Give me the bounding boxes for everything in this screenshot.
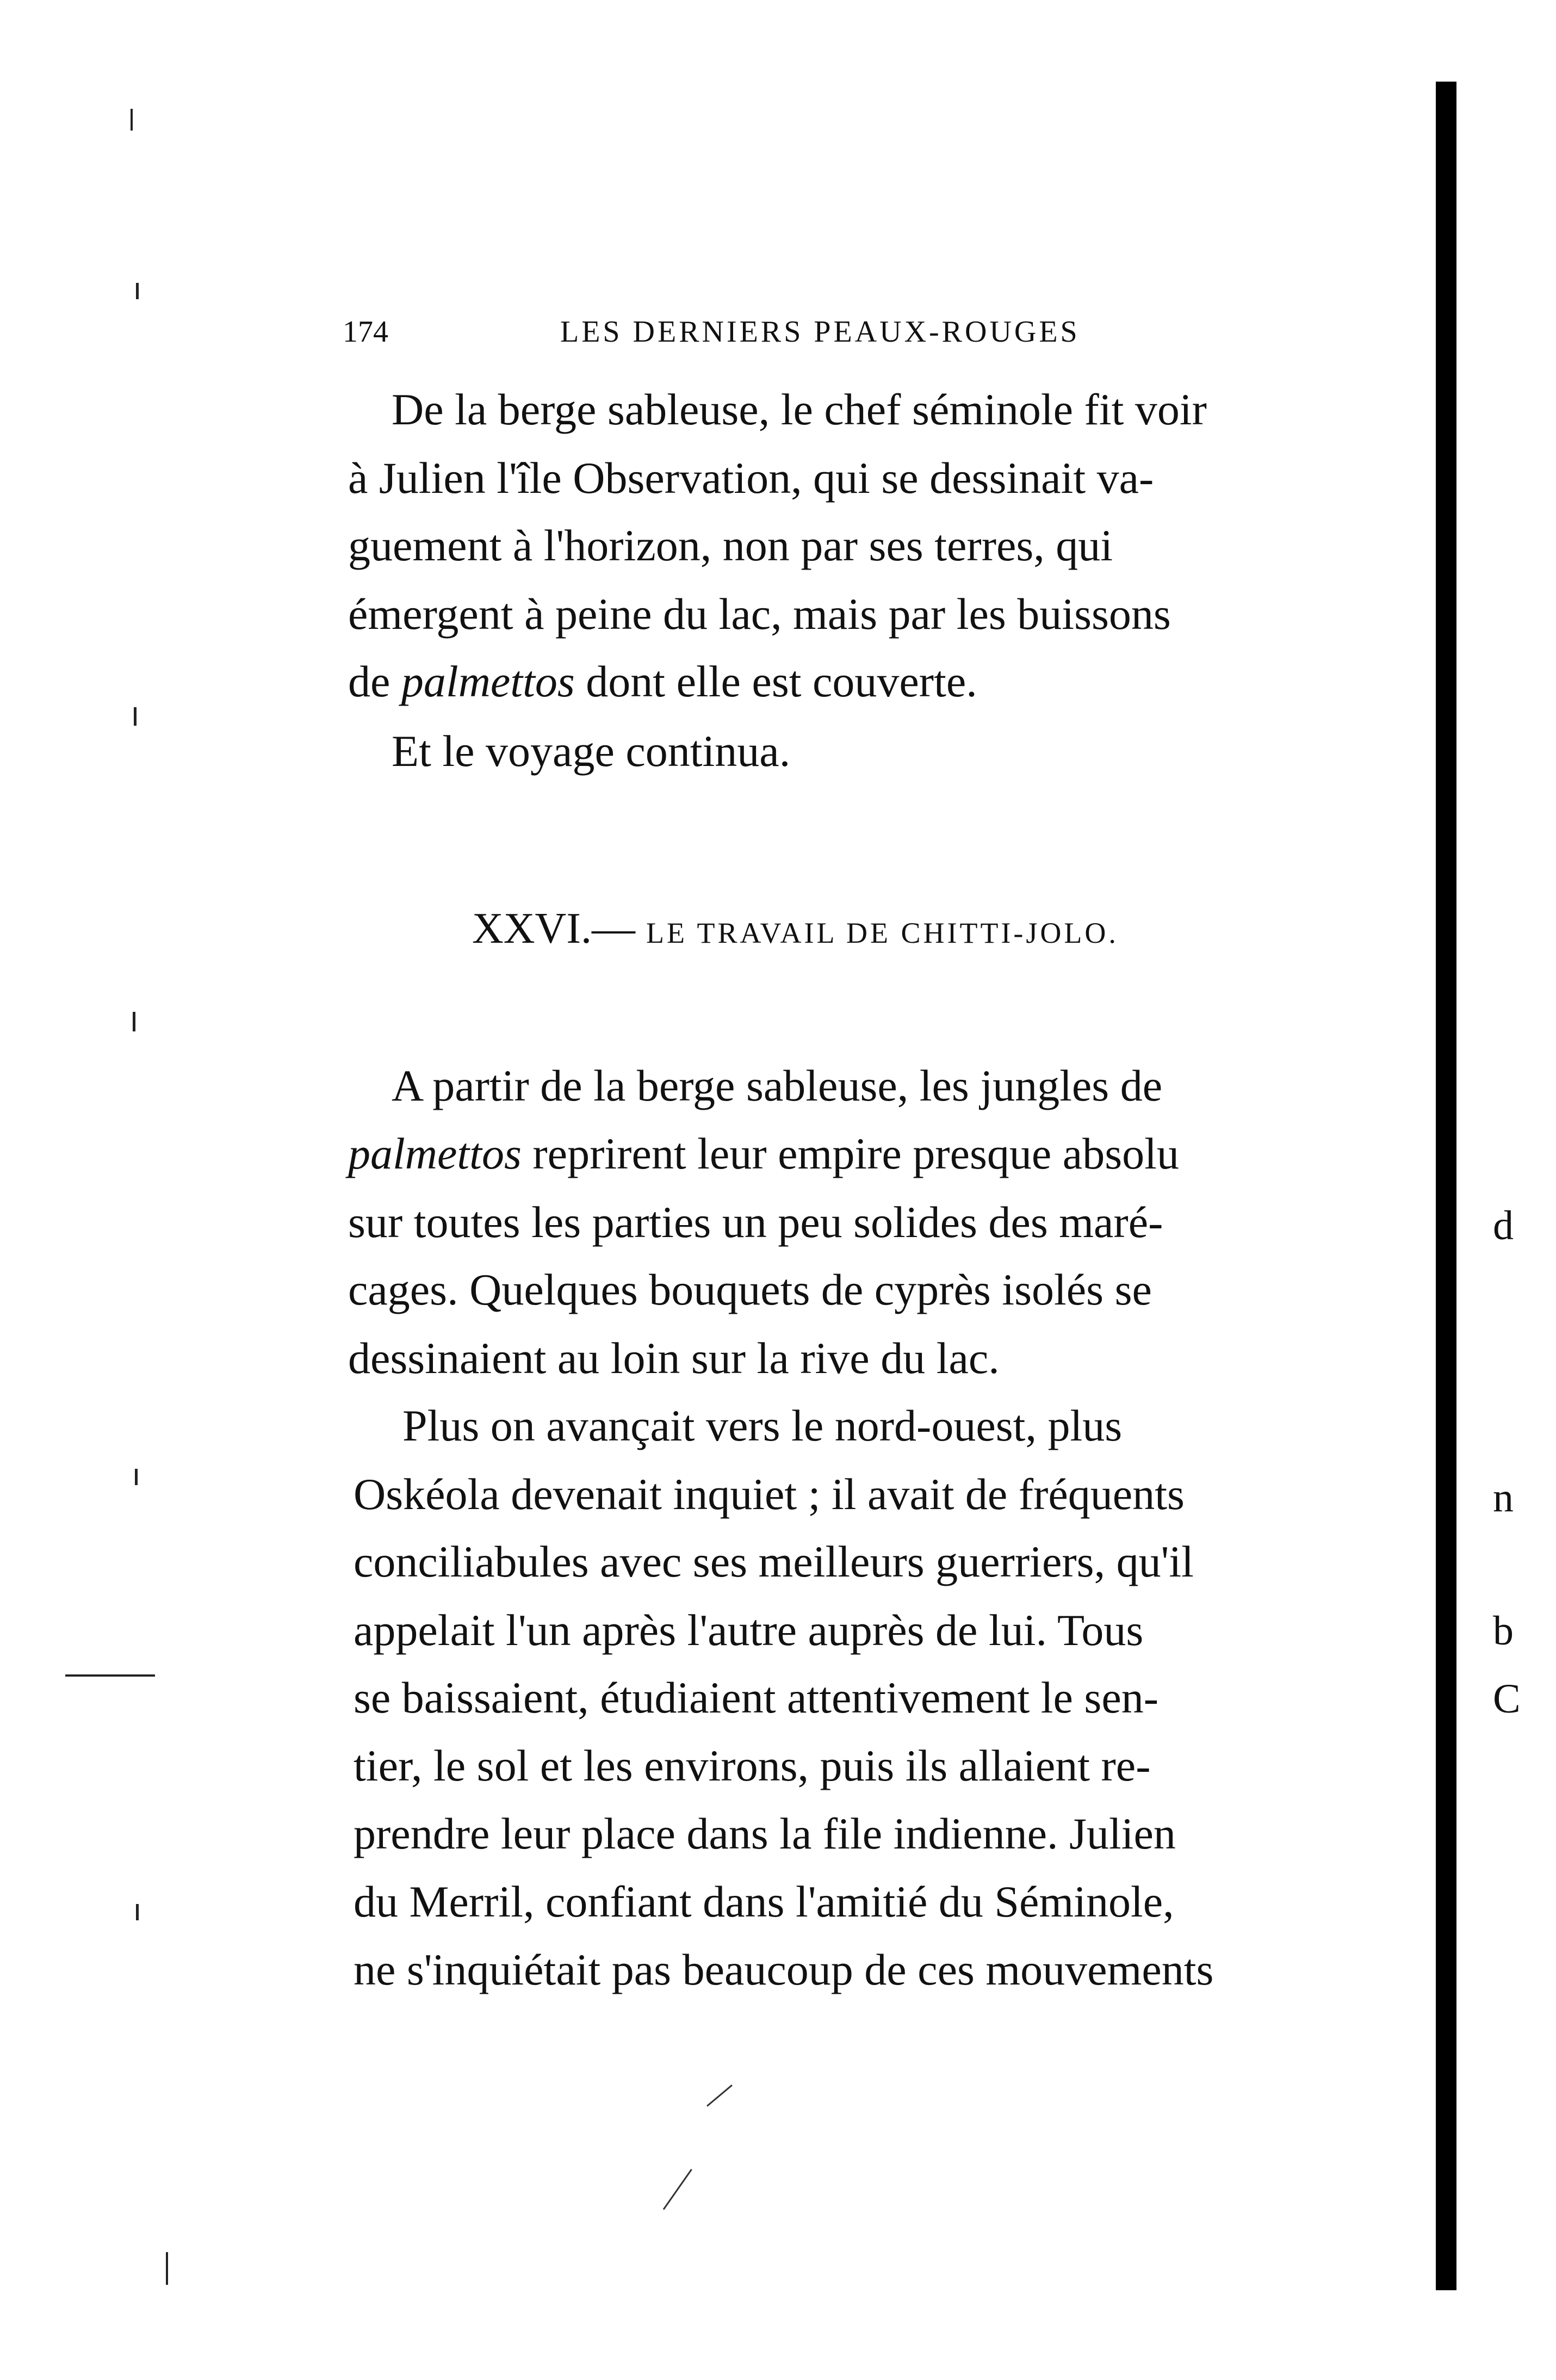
- scan-speck: [166, 2252, 168, 2285]
- text-line: cages. Quelques bouquets de cyprès isolés se: [348, 1265, 1152, 1314]
- text-line: Oskéola devenait inquiet ; il avait de fréquents: [354, 1469, 1185, 1519]
- text-line: tier, le sol et les environs, puis ils allaient re-: [354, 1741, 1151, 1790]
- text-line: guement à l'horizon, non par ses terres, qui: [348, 521, 1113, 570]
- text-line: Plus on avançait vers le nord-ouest, plus: [402, 1401, 1123, 1450]
- binding-shadow: [1436, 82, 1456, 2290]
- text-line: prendre leur place dans la file indienne. Julien: [354, 1809, 1176, 1858]
- scan-speck: [134, 707, 137, 726]
- text-line: [348, 659, 977, 704]
- scan-speck: [135, 1469, 138, 1485]
- text-line: émergent à peine du lac, mais par les buissons: [348, 589, 1171, 639]
- text-line: appelait l'un après l'autre auprès de lui. Tous: [354, 1605, 1144, 1655]
- facing-page-letter: d: [1493, 1203, 1514, 1248]
- stray-pen-stroke: [663, 2169, 692, 2210]
- text-line: sur toutes les parties un peu solides des maré-: [348, 1197, 1163, 1247]
- italic-word: palmettos: [348, 1129, 522, 1178]
- text-line: De la berge sableuse, le chef séminole fit voir: [392, 385, 1207, 434]
- text-line: A partir de la berge sableuse, les jungles de: [392, 1061, 1163, 1110]
- text-line: ne s'inquiétait pas beaucoup de ces mouvements: [354, 1945, 1214, 1994]
- stray-pen-stroke: [706, 2085, 733, 2107]
- text-line: [348, 1129, 1179, 1178]
- gutter-rule: [65, 1674, 155, 1677]
- text-line: du Merril, confiant dans l'amitié du Séminole,: [354, 1877, 1174, 1926]
- text-run: de: [348, 657, 401, 706]
- text-line: conciliabules avec ses meilleurs guerriers, qu'il: [354, 1537, 1194, 1586]
- facing-page-letter: b: [1493, 1608, 1514, 1654]
- text-run: reprirent leur empire presque absolu: [521, 1129, 1179, 1178]
- scan-speck: [133, 1012, 135, 1031]
- text-run: dont elle est couverte.: [574, 657, 977, 706]
- text-line: se baissaient, étudiaient attentivement le sen-: [354, 1673, 1159, 1722]
- facing-page-letter: C: [1493, 1676, 1521, 1722]
- page-number: 174: [343, 315, 388, 349]
- scan-speck: [136, 283, 139, 299]
- text-line: Et le voyage continua.: [392, 726, 791, 776]
- scan-speck: [131, 109, 133, 131]
- italic-word: palmettos: [401, 657, 575, 706]
- chapter-number: XXVI.—: [472, 905, 635, 953]
- chapter-title: LE TRAVAIL DE CHITTI-JOLO.: [646, 917, 1119, 949]
- chapter-heading: [472, 904, 1119, 954]
- facing-page-letter: n: [1493, 1475, 1514, 1520]
- text-line: dessinaient au loin sur la rive du lac.: [348, 1333, 1000, 1383]
- running-title: LES DERNIERS PEAUX-ROUGES: [560, 315, 1080, 349]
- scan-speck: [136, 1904, 139, 1920]
- text-line: à Julien l'île Observation, qui se dessinait va-: [348, 453, 1154, 503]
